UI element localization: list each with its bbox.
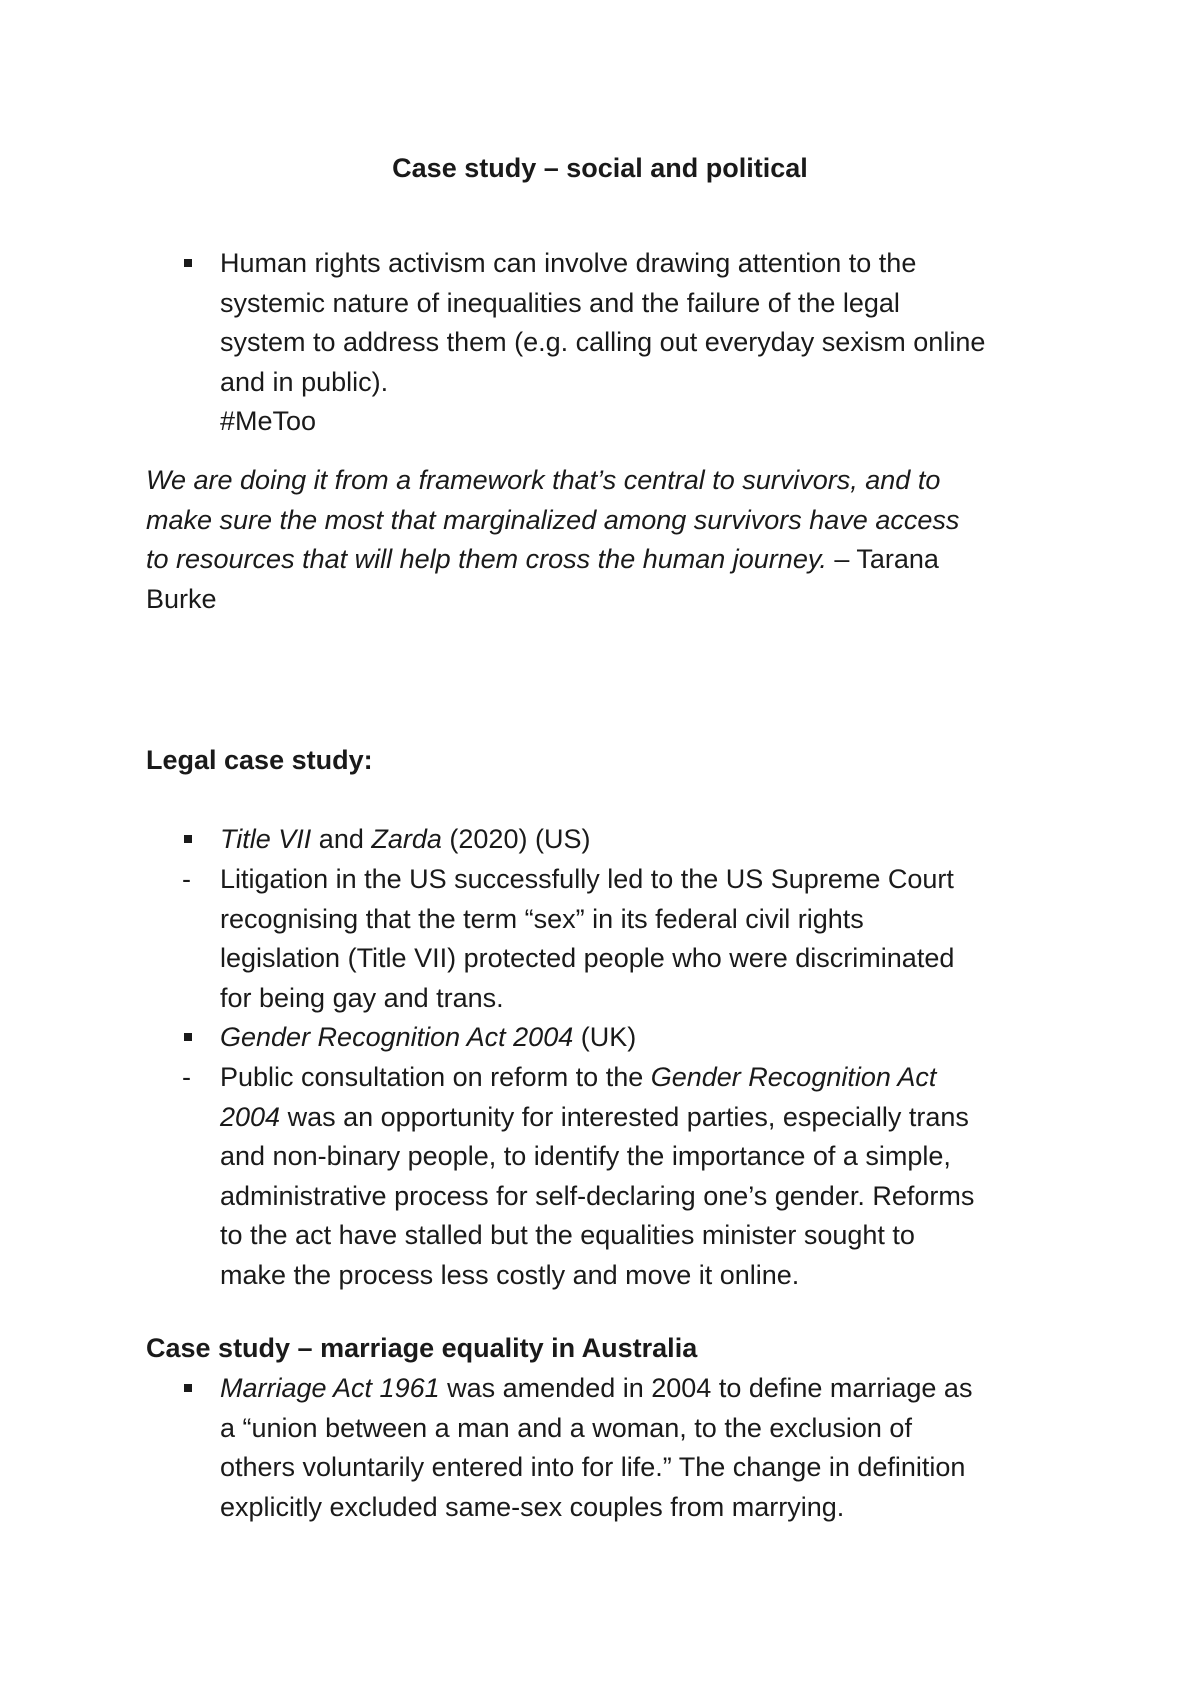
list-item-text [220,1369,1076,1527]
list-item-text [220,244,1076,442]
text-line: and non-binary people, to identify the importance of a simple, [220,1141,951,1171]
text-segment: was an opportunity for interested parties, especially trans [280,1101,969,1132]
zarda-italic: Zarda [371,824,442,854]
dash-marker-icon: - [182,1062,191,1092]
list-item-text [220,1018,1076,1058]
year-country: (2020) (US) [441,824,591,854]
list-item-marriage-act [146,1369,1076,1527]
section-heading-marriage: Case study – marriage equality in Australia [146,1333,698,1363]
text-line: legislation (Title VII) protected people who were discriminated [220,943,955,973]
list-item-gender-recognition-act [146,1018,1076,1058]
list-item-text [220,860,1076,1018]
quote-attribution-name: Burke [146,583,217,614]
text-line: and in public). [220,366,389,397]
country-text: (UK) [573,1022,637,1052]
list-item-text [220,820,1076,860]
text-line: Human rights activism can involve drawing attention to the [220,248,917,278]
quote-attribution: – Tarana [826,544,939,574]
quote-line: We are doing it from a framework that’s central to survivors, and to [146,465,941,495]
connector-text: and [311,824,372,854]
list-item-text [220,1058,1076,1295]
title-vii-italic: Title VII [220,824,312,854]
text-line: administrative process for self-declaring one’s gender. Reforms [220,1180,975,1211]
text-line: systemic nature of inequalities and the failure of the legal [220,287,900,318]
act-title-italic: Gender Recognition Act [650,1062,937,1092]
page-title: Case study – social and political [392,153,808,183]
act-title-italic: Marriage Act 1961 [220,1373,440,1403]
quote-line: make sure the most that marginalized among survivors have access [146,504,960,535]
section-heading-legal: Legal case study: [146,745,373,775]
text-line: a “union between a man and a woman, to the exclusion of [220,1412,912,1443]
text-line: to the act have stalled but the equalities minister sought to [220,1220,915,1250]
text-line: for being gay and trans. [220,982,504,1013]
text-segment: was amended in 2004 to define marriage as [439,1373,973,1403]
text-line: Litigation in the US successfully led to the US Supreme Court [220,864,954,894]
dash-marker-icon: - [182,864,191,894]
text-segment: Public consultation on reform to the [220,1062,651,1092]
act-year-italic: 2004 [220,1101,281,1132]
text-line: make the process less costly and move it online. [220,1259,800,1290]
text-line: others voluntarily entered into for life.” The change in definition [220,1452,966,1482]
text-line: system to address them (e.g. calling out everyday sexism online [220,327,986,357]
act-title-italic: Gender Recognition Act 2004 [220,1022,574,1052]
text-line: explicitly excluded same-sex couples from marrying. [220,1491,845,1522]
list-item-litigation [146,860,1076,1018]
list-item-title-vii [146,820,1076,860]
list-item-public-consultation [146,1058,1076,1295]
list-item-activism [146,244,1076,442]
quote-line: to resources that will help them cross the human journey. [146,544,827,574]
quote-block [146,461,1076,619]
hashtag-metoo: #MeToo [220,406,317,436]
text-line: recognising that the term “sex” in its federal civil rights [220,903,864,934]
